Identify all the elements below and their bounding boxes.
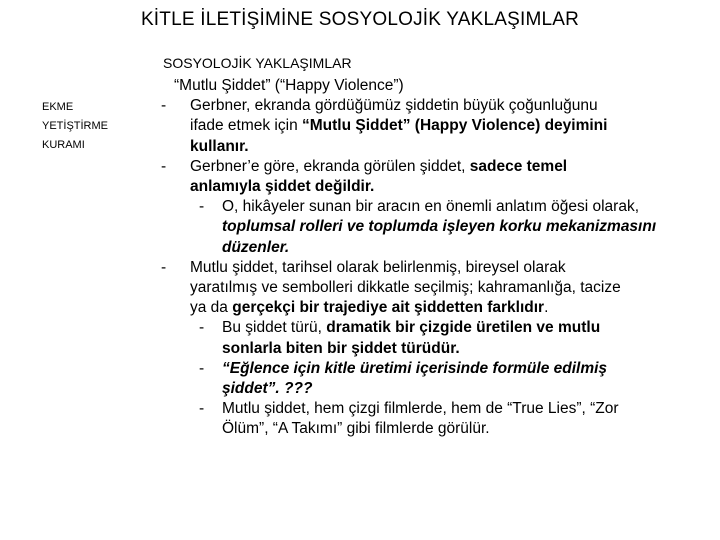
bullet-dash: - <box>199 359 205 377</box>
sub-bullet-item <box>161 197 719 258</box>
bullet-line: “Eğlence için kitle üretimi içerisinde formüle edilmiş <box>222 359 608 377</box>
bullet-item <box>161 157 719 197</box>
bullet-line <box>190 116 719 136</box>
bullet-line <box>222 318 719 338</box>
side-label-line: EKME <box>42 101 74 113</box>
text-run: ifade etmek için <box>190 117 302 135</box>
text-run: Bu şiddet türü, <box>222 319 327 337</box>
text-run-bold: sadece temel <box>469 157 568 175</box>
text-run: ya da <box>190 299 233 317</box>
bullet-line: şiddet”. ??? <box>222 380 313 398</box>
text-run-bold: “Mutlu Şiddet” (Happy Violence) deyimini <box>302 117 608 135</box>
bullet-line: Mutlu şiddet, hem çizgi filmlerde, hem de “True Lies”, “Zor <box>222 400 619 418</box>
bullet-line: toplumsal rolleri ve toplumda işleyen korku mekanizmasını <box>222 218 657 236</box>
bullet-line: sonlarla biten bir şiddet türüdür. <box>222 339 460 357</box>
bullet-dash: - <box>199 319 205 337</box>
bullet-dash: - <box>199 400 205 418</box>
text-run-bold: dramatik bir çizgide üretilen ve mutlu <box>326 319 601 337</box>
side-label-line: YETİŞTİRME <box>42 120 109 132</box>
section-title: SOSYOLOJİK YAKLAŞIMLAR <box>163 55 352 71</box>
slide-title: KİTLE İLETİŞİMİNE SOSYOLOJİK YAKLAŞIMLAR <box>140 9 580 30</box>
text-run-bold: gerçekçi bir trajediye ait şiddetten farklıdır <box>232 299 545 317</box>
bullet-dash: - <box>161 97 167 115</box>
bullet-item <box>161 96 719 157</box>
sub-bullet-item <box>161 318 719 358</box>
content-body <box>161 76 719 440</box>
bullet-line: O, hikâyeler sunan bir aracın en önemli anlatım öğesi olarak, <box>222 198 639 216</box>
sub-bullet-item <box>161 399 719 439</box>
bullet-dash: - <box>161 258 167 276</box>
bullet-line: Gerbner, ekranda gördüğümüz şiddetin büyük çoğunluğunu <box>190 97 598 115</box>
side-label-line: KURAMI <box>42 139 85 151</box>
bullet-dash: - <box>161 157 167 175</box>
text-run: Gerbner’e göre, ekranda görülen şiddet, <box>190 157 470 175</box>
bullet-line: anlamıyla şiddet değildir. <box>190 178 375 196</box>
content-heading: “Mutlu Şiddet” (“Happy Violence”) <box>174 77 404 94</box>
bullet-line: kullanır. <box>190 137 249 155</box>
side-label <box>42 98 108 155</box>
bullet-line <box>190 298 719 318</box>
bullet-dash: - <box>199 198 205 216</box>
bullet-line: düzenler. <box>222 238 290 256</box>
bullet-line: Mutlu şiddet, tarihsel olarak belirlenmiş, bireysel olarak <box>190 258 566 276</box>
bullet-item <box>161 258 719 319</box>
bullet-line: Ölüm”, “A Takımı” gibi filmlerde görülür. <box>222 420 490 438</box>
bullet-line: yaratılmış ve sembolleri dikkatle seçilmiş; kahramanlığa, tacize <box>190 279 621 297</box>
sub-bullet-item <box>161 359 719 399</box>
text-run: . <box>544 299 549 317</box>
bullet-line <box>190 157 719 177</box>
